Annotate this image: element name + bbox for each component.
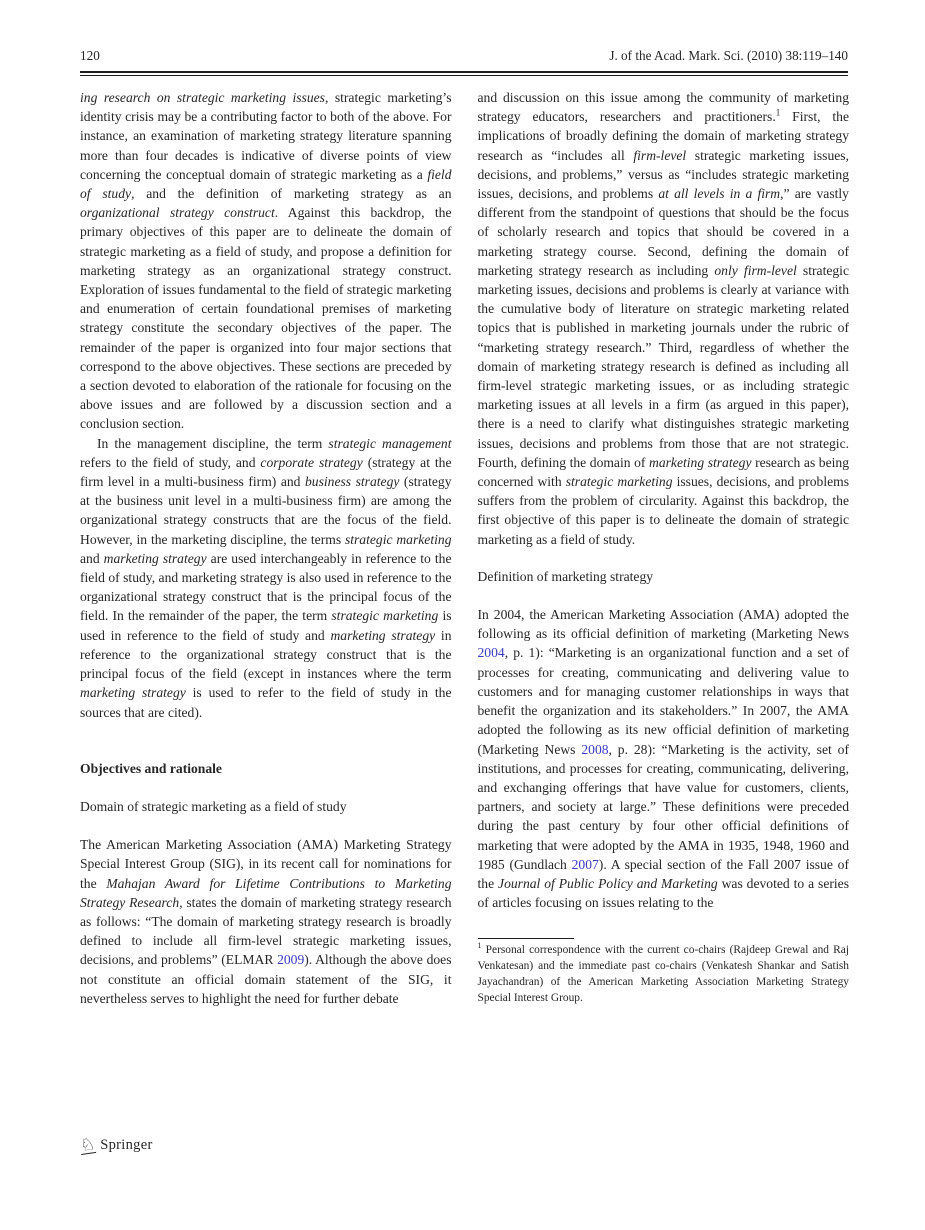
body-text: is used in reference to the field of study and	[80, 608, 452, 643]
body-text: research as being concerned with	[477, 454, 850, 490]
article-body	[80, 88, 849, 1008]
citation-link[interactable]: 2008	[581, 741, 609, 757]
emphasized-text: Journal of Public Policy and Marketing	[498, 875, 718, 891]
body-text: refers to the field of study, and	[80, 454, 261, 470]
body-text: strategic marketing issues, decisions, and problems,” versus as “includes strategic marketing issues, decisions, and problems	[477, 147, 849, 202]
subsection-heading: Definition of marketing strategy	[477, 568, 654, 584]
emphasized-text: ing research on strategic marketing issues	[80, 90, 325, 105]
paragraph	[80, 88, 452, 434]
emphasized-text: strategic marketing	[565, 474, 673, 490]
body-text: are used interchangeably in reference to the field of study, and marketing strategy is also used in reference to the organizational strategy construct that is the principal focus of the field. In the remainder of the paper, the term	[80, 550, 452, 624]
emphasized-text: strategic management	[328, 435, 452, 451]
body-text: strategic marketing issues, decisions and problems is clearly at variance with the cumulative body of literature on strategic marketing related topics that is published in marketing journals under the rubric of “marketing strategy research.” Third, regardless of whether the domain of marketing strategy research is defined as including all firm-level strategic marketing issues, or as including strategic marketing issues at all levels in a firm (as argued in this paper), there is a need to clarify what distinguishes strategic marketing issues, decisions and problems from those that are not strategic. Fourth, defining the domain of	[477, 262, 849, 470]
emphasized-text: Mahajan Award for Lifetime Contributions to Marketing Strategy Research	[80, 875, 452, 910]
body-text: In 2004, the American Marketing Association (AMA) adopted the following as its official definition of marketing (Marketing News	[477, 607, 849, 642]
publisher-name: Springer	[100, 1136, 153, 1153]
body-text: , states the domain of marketing strategy research as follows: “The domain of marketing strategy research is broadly defined to include all firm-level strategic marketing issues, decisions, and problems” (ELMAR	[80, 894, 452, 968]
emphasized-text: marketing strategy	[649, 454, 752, 470]
emphasized-text: marketing strategy	[330, 627, 436, 643]
paragraph	[80, 835, 452, 1008]
body-text: ). A special section of the Fall 2007 issue of the	[477, 856, 849, 891]
footnote-marker: 1	[477, 941, 482, 951]
footnote-text	[478, 943, 850, 1007]
citation-link[interactable]: 2004	[477, 645, 505, 661]
left-column	[80, 88, 452, 1008]
body-text: (strategy at the firm level in a multi-business firm) and	[80, 454, 452, 490]
emphasized-text: marketing strategy	[103, 550, 207, 566]
body-text: In the management discipline, the term	[97, 435, 329, 451]
body-text: ). Although the above does not constitute an official domain statement of the SIG, it nevertheless serves to highlight the need for further debate	[80, 952, 452, 1006]
springer-knight-icon: ♘	[78, 1134, 97, 1155]
emphasized-text: organizational strategy construct	[80, 205, 275, 221]
body-text: is used to refer to the field of study in the sources that are cited).	[80, 685, 452, 720]
paragraph	[80, 434, 452, 722]
emphasized-text: corporate strategy	[260, 454, 363, 470]
emphasized-text: business strategy	[305, 474, 400, 490]
body-text: , p. 28): “Marketing is the activity, set of institutions, and processes for creating, communicating, delivering, and exchanging offerings that have value for customers, clients, partners, and society at large.” These definitions were preceded during the past century by four other official definitions of marketing that were adopted by the AMA in 1935, 1948, 1960 and 1985 (Gundlach	[477, 741, 849, 872]
emphasized-text: at all levels in a firm	[658, 186, 781, 202]
body-text: . Against this backdrop, the primary objectives of this paper are to delineate the domain of strategic marketing as a field of study, and propose a definition for marketing strategy as an organizational strategy construct. Exploration of issues fundamental to the field of strategic marketing and enumeration of certain foundational premises of marketing strategy constitute the secondary objectives of the paper. The remainder of the paper is organized into four major sections that correspond to the above objectives. These sections are preceded by a section devoted to elaboration of the rationale for focusing on the above issues and are followed by a discussion section and a conclusion section.	[80, 205, 452, 432]
body-text: Personal correspondence with the current co-chairs (Rajdeep Grewal and Raj Venkatesan) and the immediate past co-chairs (Venkatesh Shankar and Satish Jayachandran) of the American Marketing Association Marketing Strategy Special Interest Group.	[477, 944, 849, 1005]
journal-citation: J. of the Acad. Mark. Sci. (2010) 38:119–140	[609, 48, 848, 63]
footnote-marker: 1	[775, 107, 781, 118]
right-column	[478, 88, 850, 1008]
citation-link[interactable]: 2009	[277, 952, 305, 968]
emphasized-text: strategic marketing	[331, 608, 439, 624]
page-number: 120	[80, 48, 100, 63]
footnote	[478, 938, 850, 1007]
emphasized-text: firm-level	[633, 147, 687, 163]
body-text: was devoted to a series of articles focusing on issues relating to the	[477, 875, 849, 911]
paragraph	[478, 88, 850, 549]
body-text: (strategy at the business unit level in a multi-business firm) are among the organizational strategy constructs that are the focus of the field. However, in the marketing discipline, the terms	[80, 474, 452, 547]
body-text: in reference to the organizational strategy construct that is the principal focus of the field (except in instances where the term	[80, 627, 452, 682]
body-text: First, the implications of broadly defining the domain of marketing strategy research as “includes all	[477, 109, 850, 163]
body-text: , p. 1): “Marketing is an organizational function and a set of processes for creating, communicating and delivering value to customers and for managing customer relationships in ways that benefit the organization and its stakeholders.” In 2007, the AMA adopted the following as its new official definition of marketing (Marketing News	[477, 645, 849, 757]
body-text: , and the definition of marketing strategy as an	[131, 186, 452, 202]
page-header	[80, 48, 848, 64]
body-text: The American Marketing Association (AMA) Marketing Strategy Special Interest Group (SIG), in its recent call for nominations for the	[80, 837, 452, 891]
body-text: , strategic marketing’s identity crisis may be a contributing factor to both of the above. For instance, an examination of marketing strategy literature spanning more than four decades is indicative of diverse points of view concerning the conceptual domain of strategic marketing as a	[80, 90, 452, 182]
citation-link[interactable]: 2007	[571, 856, 599, 872]
body-text: and discussion on this issue among the community of marketing strategy educators, researchers and practitioners.	[477, 90, 849, 125]
emphasized-text: only firm-level	[714, 262, 797, 278]
publisher-logo	[80, 1136, 153, 1154]
subsection-heading: Domain of strategic marketing as a field of study	[80, 798, 347, 814]
section-heading: Objectives and rationale	[80, 760, 222, 776]
paragraph	[478, 605, 850, 912]
emphasized-text: strategic marketing	[344, 531, 452, 547]
emphasized-text: field of study	[80, 166, 452, 202]
body-text: and	[80, 550, 104, 566]
body-text: issues, decisions, and problems suffers from the problem of circularity. Against this backdrop, the first objective of this paper is to delineate the domain of strategic marketing as a field of study.	[477, 474, 849, 547]
emphasized-text: marketing strategy	[80, 685, 186, 701]
body-text: ,” are vastly different from the standpoint of questions that should be the focus of scholarly research and topics that should be covered in a marketing strategy course. Second, defining the domain of marketing strategy research as including	[477, 186, 849, 278]
header-rule	[80, 71, 848, 76]
footnote-rule	[478, 938, 574, 939]
